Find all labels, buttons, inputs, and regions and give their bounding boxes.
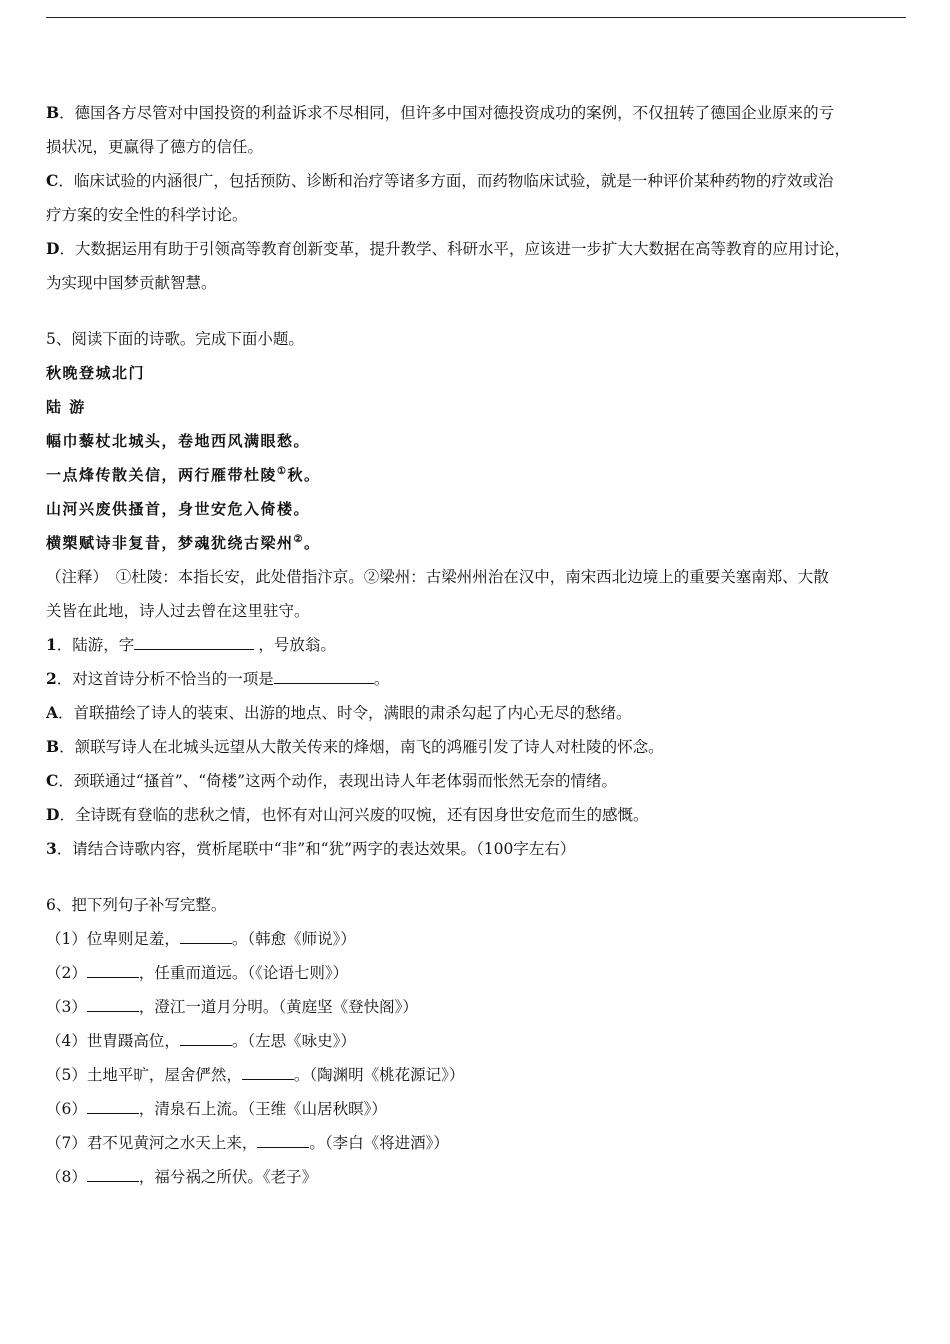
option-label: A <box>46 703 59 722</box>
option-label: D <box>46 239 60 258</box>
option-text: ．临床试验的内涵很广，包括预防、诊断和治疗等诸多方面，而药物临床试验，就是一种评价某种药物的疗效或治 <box>58 172 834 190</box>
note-line-2: 关皆在此地，诗人过去曾在这里驻守。 <box>46 602 310 620</box>
question-number: 3 <box>46 839 57 858</box>
answer-blank[interactable] <box>242 1061 294 1080</box>
footnote-mark: ② <box>293 534 304 545</box>
item-text: ，清泉石上流。（王维《山居秋暝》） <box>138 1100 387 1118</box>
choice-a <box>46 696 908 730</box>
choice-b <box>46 730 908 764</box>
item-text: （5）土地平旷，屋舍俨然， <box>46 1066 242 1084</box>
footnote-mark: ① <box>277 466 288 477</box>
option-b-line1 <box>46 96 908 130</box>
answer-blank[interactable] <box>274 665 374 684</box>
option-text: ．首联描绘了诗人的装束、出游的地点、时令，满眼的肃杀勾起了内心无尽的愁绪。 <box>58 704 632 722</box>
option-text: ．大数据运用有助于引领高等教育创新变革，提升教学、科研水平，应该进一步扩大大数据在高等教育的应用讨论， <box>59 240 850 258</box>
question-text: ．陆游，字 <box>56 636 135 654</box>
question-text: ．对这首诗分析不恰当的一项是 <box>56 670 274 688</box>
item-text: 。（李白《将进酒》） <box>309 1134 449 1152</box>
item-text: （3） <box>46 998 87 1016</box>
q6-intro: 6、把下列句子补写完整。 <box>46 896 227 914</box>
item-text: （4）世胄蹑高位， <box>46 1032 180 1050</box>
option-text: ．德国各方尽管对中国投资的利益诉求不尽相同，但许多中国对德投资成功的案例，不仅扭转了德国企业原来的亏 <box>59 104 835 122</box>
question-text: ．请结合诗歌内容，赏析尾联中“非”和“犹”两字的表达效果。（100字左右） <box>56 840 576 858</box>
poem-author: 陆 游 <box>46 398 86 416</box>
option-text: ．全诗既有登临的悲秋之情，也怀有对山河兴废的叹惋，还有因身世安危而生的感慨。 <box>59 806 649 824</box>
option-label: C <box>46 771 59 790</box>
sub-question-2 <box>46 662 908 696</box>
header-rule <box>46 17 906 18</box>
item-text: （8） <box>46 1168 87 1186</box>
option-text: ．颔联写诗人在北城头远望从大散关传来的烽烟，南飞的鸿雁引发了诗人对杜陵的怀念。 <box>59 738 664 756</box>
option-text: ．颈联通过“搔首”、“倚楼”这两个动作，表现出诗人年老体弱而怅然无奈的情绪。 <box>58 772 618 790</box>
question-text: 。 <box>373 670 390 688</box>
fill-item-3 <box>46 990 908 1024</box>
choice-c <box>46 764 908 798</box>
question-text: ，号放翁。 <box>258 636 336 654</box>
fill-item-6 <box>46 1092 908 1126</box>
fill-item-2 <box>46 956 908 990</box>
item-text: 。（韩愈《师说》） <box>231 930 356 948</box>
fill-item-1 <box>46 922 908 956</box>
item-text: （7）君不见黄河之水天上来， <box>46 1134 258 1152</box>
option-b-line2: 损状况，更赢得了德方的信任。 <box>46 138 264 156</box>
poem-text: 横槊赋诗非复昔，梦魂犹绕古梁州 <box>46 534 294 552</box>
document-body <box>46 96 908 1194</box>
item-text: 。（左思《咏史》） <box>231 1032 356 1050</box>
sub-question-3 <box>46 832 908 866</box>
poem-text: 一点烽传散关信，两行雁带杜陵 <box>46 466 278 484</box>
answer-blank[interactable] <box>87 1163 139 1182</box>
poem-line-3: 山河兴废供搔首，身世安危入倚楼。 <box>46 500 311 518</box>
item-text: （2） <box>46 964 87 982</box>
option-d-line2: 为实现中国梦贡献智慧。 <box>46 274 217 292</box>
option-c-line2: 疗方案的安全性的科学讨论。 <box>46 206 248 224</box>
option-c-line1 <box>46 164 908 198</box>
option-label: B <box>46 737 60 756</box>
poem-line-4 <box>46 526 908 560</box>
choice-d <box>46 798 908 832</box>
answer-blank[interactable] <box>87 993 139 1012</box>
item-text: （1）位卑则足羞， <box>46 930 180 948</box>
poem-text: 秋。 <box>287 466 321 484</box>
answer-blank[interactable] <box>87 959 139 978</box>
poem-line-1: 幅巾藜杖北城头，卷地西风满眼愁。 <box>46 432 311 450</box>
option-label: B <box>46 103 60 122</box>
item-text: ，福兮祸之所伏。《老子》 <box>138 1168 318 1186</box>
note-line-1: （注释） ①杜陵：本指长安，此处借指汴京。②梁州：古梁州州治在汉中，南宋西北边境上的重要关塞南郑、大散 <box>46 568 829 586</box>
question-number: 1 <box>46 635 57 654</box>
question-number: 2 <box>46 669 57 688</box>
option-label: C <box>46 171 59 190</box>
answer-blank[interactable] <box>134 631 254 650</box>
poem-line-2 <box>46 458 908 492</box>
item-text: 。（陶渊明《桃花源记》） <box>293 1066 465 1084</box>
answer-blank[interactable] <box>180 925 232 944</box>
answer-blank[interactable] <box>180 1027 232 1046</box>
fill-item-5 <box>46 1058 908 1092</box>
fill-item-8 <box>46 1160 908 1194</box>
option-d-line1 <box>46 232 908 266</box>
poem-title: 秋晚登城北门 <box>46 364 146 382</box>
fill-item-4 <box>46 1024 908 1058</box>
option-label: D <box>46 805 60 824</box>
item-text: ，澄江一道月分明。（黄庭坚《登快阁》） <box>138 998 418 1016</box>
answer-blank[interactable] <box>257 1129 309 1148</box>
q5-intro: 5、阅读下面的诗歌。完成下面小题。 <box>46 330 304 348</box>
poem-text: 。 <box>303 534 321 552</box>
item-text: ，任重而道远。（《论语七则》） <box>138 964 349 982</box>
answer-blank[interactable] <box>87 1095 139 1114</box>
fill-item-7 <box>46 1126 908 1160</box>
sub-question-1 <box>46 628 908 662</box>
item-text: （6） <box>46 1100 87 1118</box>
